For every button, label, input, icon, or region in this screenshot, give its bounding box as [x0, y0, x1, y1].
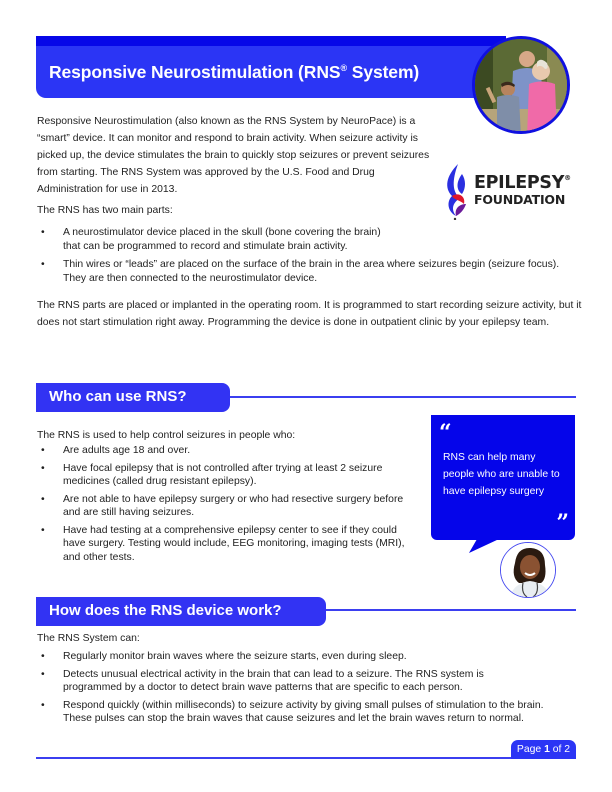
list-item: • A neurostimulator device placed in the skull (bone covering the brain) that can be programmed to record and stimulate brain activity. — [41, 227, 381, 252]
page-indicator: Page 1 of 2 — [511, 740, 576, 759]
list-item: • Respond quickly (within milliseconds) to seizure activity by giving small pulses of stimulation to the brain. These pulses can stop the brain waves that cause seizures and let the brain waves return to normal. — [41, 699, 544, 724]
list-item: • Thin wires or “leads” are placed on the surface of the brain in the area where seizures begin (seizure focus). They are then connected to the neurostimulator device. — [41, 259, 560, 284]
list-item: • Are not able to have epilepsy surgery or who had resective surgery before and are still having seizures. — [41, 493, 404, 518]
logo-line-1: EPILEPSY® — [474, 173, 571, 193]
bullet-icon: • — [41, 668, 45, 680]
section-divider — [326, 609, 576, 611]
list-item: • Have had testing at a comprehensive epilepsy center to see if they could have surgery. Testing would include, EEG monitoring, imaging tests (MRI), and other tests. — [41, 524, 405, 563]
flame-icon — [440, 162, 472, 220]
list-item: • Regularly monitor brain waves where the seizure starts, even during sleep. — [41, 651, 407, 662]
list-item: • Have focal epilepsy that is not controlled after trying at least 2 seizure medicines (called drug resistant epilepsy). — [41, 462, 383, 487]
section-header-who — [36, 383, 230, 412]
registered-mark: ® — [340, 63, 347, 73]
section-heading: Who can use RNS? — [49, 388, 187, 405]
list-item: • Are adults age 18 and over. — [41, 445, 191, 456]
who-intro: The RNS is used to help control seizures in people who: — [37, 430, 296, 441]
footer-divider — [36, 757, 516, 759]
bullet-icon: • — [41, 445, 45, 456]
section-heading: How does the RNS device work? — [49, 602, 282, 619]
family-photo-illustration — [475, 39, 570, 134]
close-quote-icon: ” — [556, 510, 569, 536]
speech-bubble-tail — [469, 539, 499, 553]
doctor-photo — [500, 542, 556, 598]
bullet-icon: • — [41, 651, 45, 662]
operating-room-paragraph: The RNS parts are placed or implanted in the operating room. It is programmed to start recording seizure activity, but it does not start stimulation right away. Programming the device is done in outpatient clinic by your epilepsy team. — [37, 300, 582, 328]
how-list — [37, 650, 582, 730]
bullet-icon: • — [41, 699, 45, 711]
parts-intro: The RNS has two main parts: — [37, 205, 173, 216]
current-page: 1 — [544, 744, 550, 755]
family-photo — [472, 36, 570, 134]
page-title: Responsive Neurostimulation (RNS® System) — [49, 62, 420, 82]
epilepsy-foundation-logo — [440, 162, 580, 222]
bullet-icon: • — [41, 524, 45, 536]
quote-text: RNS can help many people who are unable to have epilepsy surgery — [443, 452, 560, 497]
quote-callout — [431, 415, 575, 540]
section-divider — [230, 396, 576, 398]
how-intro: The RNS System can: — [37, 633, 140, 644]
intro-paragraph: Responsive Neurostimulation (also known as the RNS System by NeuroPace) is a “smart” device. It can monitor and respond to brain activity. When seizure activity is picked up, the device stimulates the brain to quickly stop seizures or prevent seizures from starting. The RNS System was approved by the U.S. Food and Drug Administration for use in 2013. — [37, 116, 430, 195]
doctor-portrait-illustration — [501, 543, 556, 598]
logo-wordmark — [474, 175, 571, 206]
bullet-icon: • — [41, 462, 45, 474]
logo-line-2: FOUNDATION — [474, 191, 566, 207]
bullet-icon: • — [41, 227, 45, 238]
list-item: • Detects unusual electrical activity in the brain that can lead to a seizure. The RNS system is programmed by a doctor to detect brain wave patterns that are specific to each person. — [41, 668, 484, 693]
bullet-icon: • — [41, 493, 45, 505]
section-header-how — [36, 597, 326, 626]
total-pages: 2 — [564, 744, 571, 755]
bullet-icon: • — [41, 259, 45, 270]
title-banner — [36, 36, 506, 98]
open-quote-icon: “ — [439, 420, 452, 446]
who-list — [37, 444, 417, 568]
parts-list — [37, 226, 577, 290]
